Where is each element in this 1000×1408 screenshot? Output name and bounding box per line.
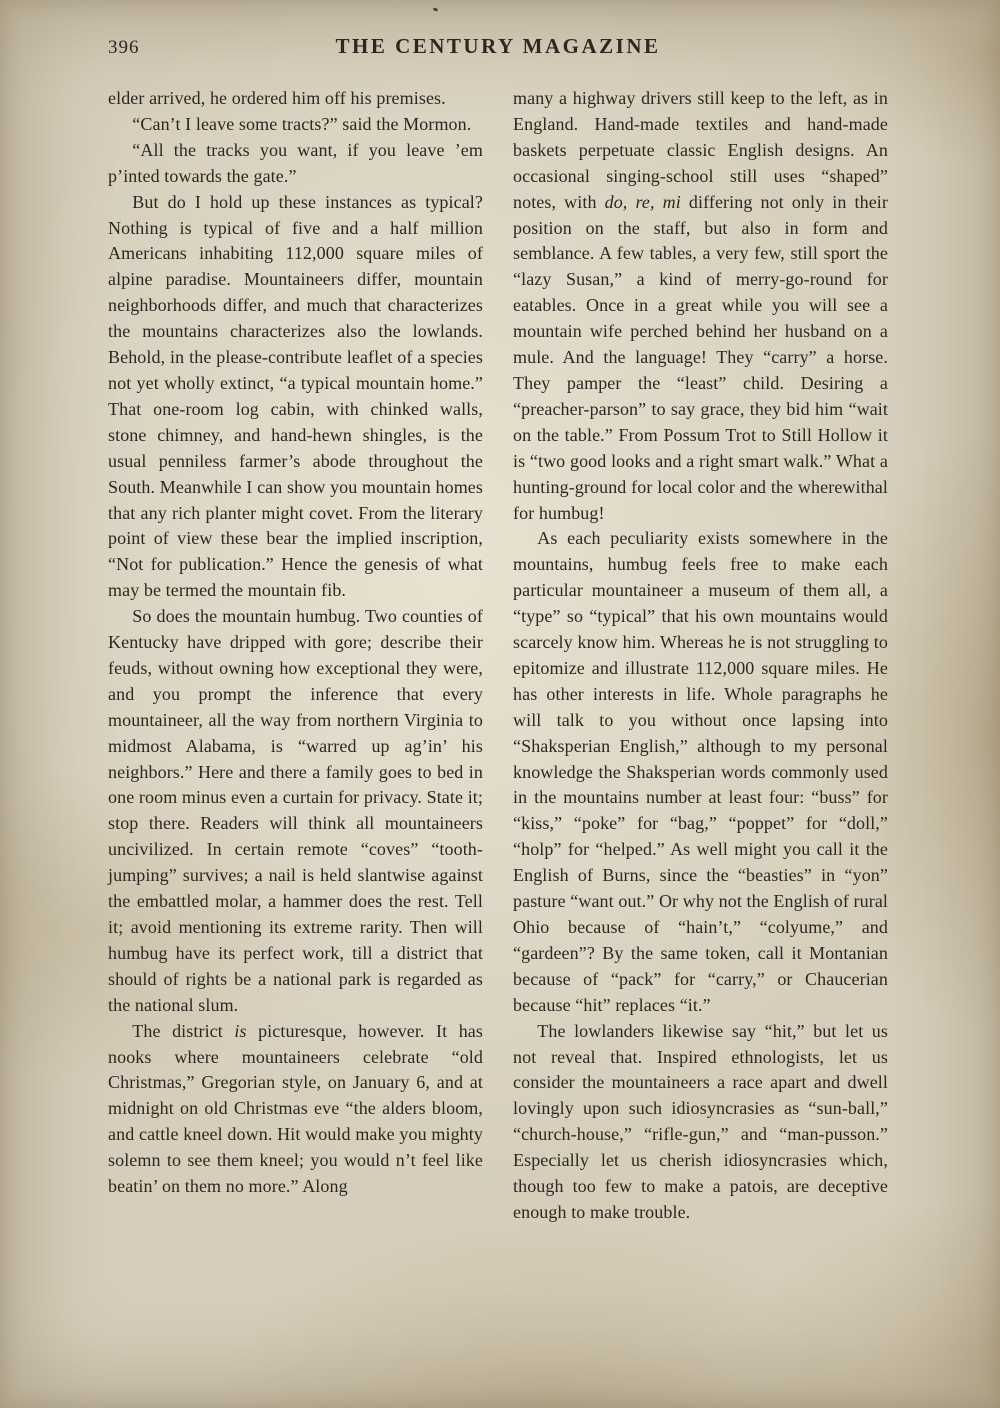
paragraph: elder arrived, he ordered him off his premises. [108,88,446,108]
paragraph: many a highway drivers still keep to the left, as in England. Hand-made textiles and hand-made baskets perpetuate classic English designs. An occasional singing-school still uses “shaped” notes, with do, re, mi differing not only in their position on the staff, but also in form and semblance. A few tables, a very few, still sport the “lazy Susan,” a kind of merry-go-round for eatables. Once in a great while you will see a mountain wife perched behind her husband on a mule. And the language! They “carry” a horse. They pamper the “least” child. Desiring a “preacher-parson” to say grace, they bid him “wait on the table.” From Possum Trot to Still Hollow it is “two good looks and a right smart walk.” What a hunting-ground for local color and the wherewithal for humbug! [513,88,889,523]
magazine-title: THE CENTURY MAGAZINE [335,34,661,58]
paragraph: “All the tracks you want, if you leave ’em p’inted towards the gate.” [108,139,483,186]
page-number: 396 [108,37,140,58]
text-columns [108,86,888,1226]
paragraph: The lowlanders likewise say “hit,” but let us not reveal that. Inspired ethnologists, let us consider the mountaineers a race apart and dwell lovingly upon such idiosyncrasies as “sun-ball,” “church-house,” “rifle-gun,” and “man-pusson.” Especially let us cherish idiosyncrasies which, though too few to make a patois, are deceptive enough to make trouble. [513,1020,888,1222]
paragraph: As each peculiarity exists somewhere in the mountains, humbug feels free to make each particular mountaineer a museum of them all, a “type” so “typical” that his own mountains would scarcely know him. Whereas he is not struggling to epitomize and illustrate 112,000 square miles. He has other interests in life. Whole paragraphs he will talk to you without once lapsing into “Shaksperian English,” although to my personal knowledge the Shaksperian words commonly used in the mountains number at least four: “buss” for “kiss,” “poke” for “bag,” “poppet” for “doll,” “holp” for “helped.” As well might you call it the English of Burns, since the “beasties” in “yon” pasture “want out.” Or why not the English of rural Ohio because of “hain’t,” “colyume,” and “gardeen”? By the same token, call it Montanian because of “pack” for “carry,” or Chaucerian because “hit” replaces “it.” [513,528,889,1015]
ink-speck [433,7,439,12]
left-column [108,86,483,1226]
page-header [108,34,888,66]
paragraph: “Can’t I leave some tracts?” said the Mormon. [132,113,472,134]
right-column [513,86,888,1226]
paragraph: The district is picturesque, however. It has nooks where mountaineers celebrate “old Christmas,” Gregorian style, on January 6, and at midnight on old Christmas eve “the alders bloom, and cattle kneel down. Hit would make you mighty solemn to see them kneel; you would n’t feel like beatin’ on them no more.” Along [108,1020,484,1197]
paragraph: So does the mountain humbug. Two counties of Kentucky have dripped with gore; describe their feuds, without owning how exceptional they were, and you prompt the inference that every mountaineer, all the way from northern Virginia to midmost Alabama, is “warred up ag’in’ his neighbors.” Here and there a family goes to bed in one room minus even a curtain for privacy. State it; stop there. Readers will think all mountaineers uncivilized. In certain remote “coves” “tooth-jumping” survives; a nail is held slantwise against the embattled molar, a hammer does the rest. Tell it; avoid mentioning its extreme rarity. Then will humbug have its perfect work, till a district that should of rights be a national park is regarded as the national slum. [108,606,483,1015]
paragraph: But do I hold up these instances as typical? Nothing is typical of five and a half million Americans inhabiting 112,000 square miles of alpine paradise. Mountaineers differ, mountain neighborhoods differ, and much that characterizes the mountains characterizes also the lowlands. Behold, in the please-contribute leaflet of a species not yet wholly extinct, “a typical mountain home.” That one-room log cabin, with chinked walls, stone chimney, and hand-hewn shingles, is the usual penniless farmer’s abode throughout the South. Meanwhile I can show you mountain homes that any rich planter might covet. From the literary point of view these bear the implied inscription, “Not for publication.” Hence the genesis of what may be termed the mountain fib. [108,191,483,601]
